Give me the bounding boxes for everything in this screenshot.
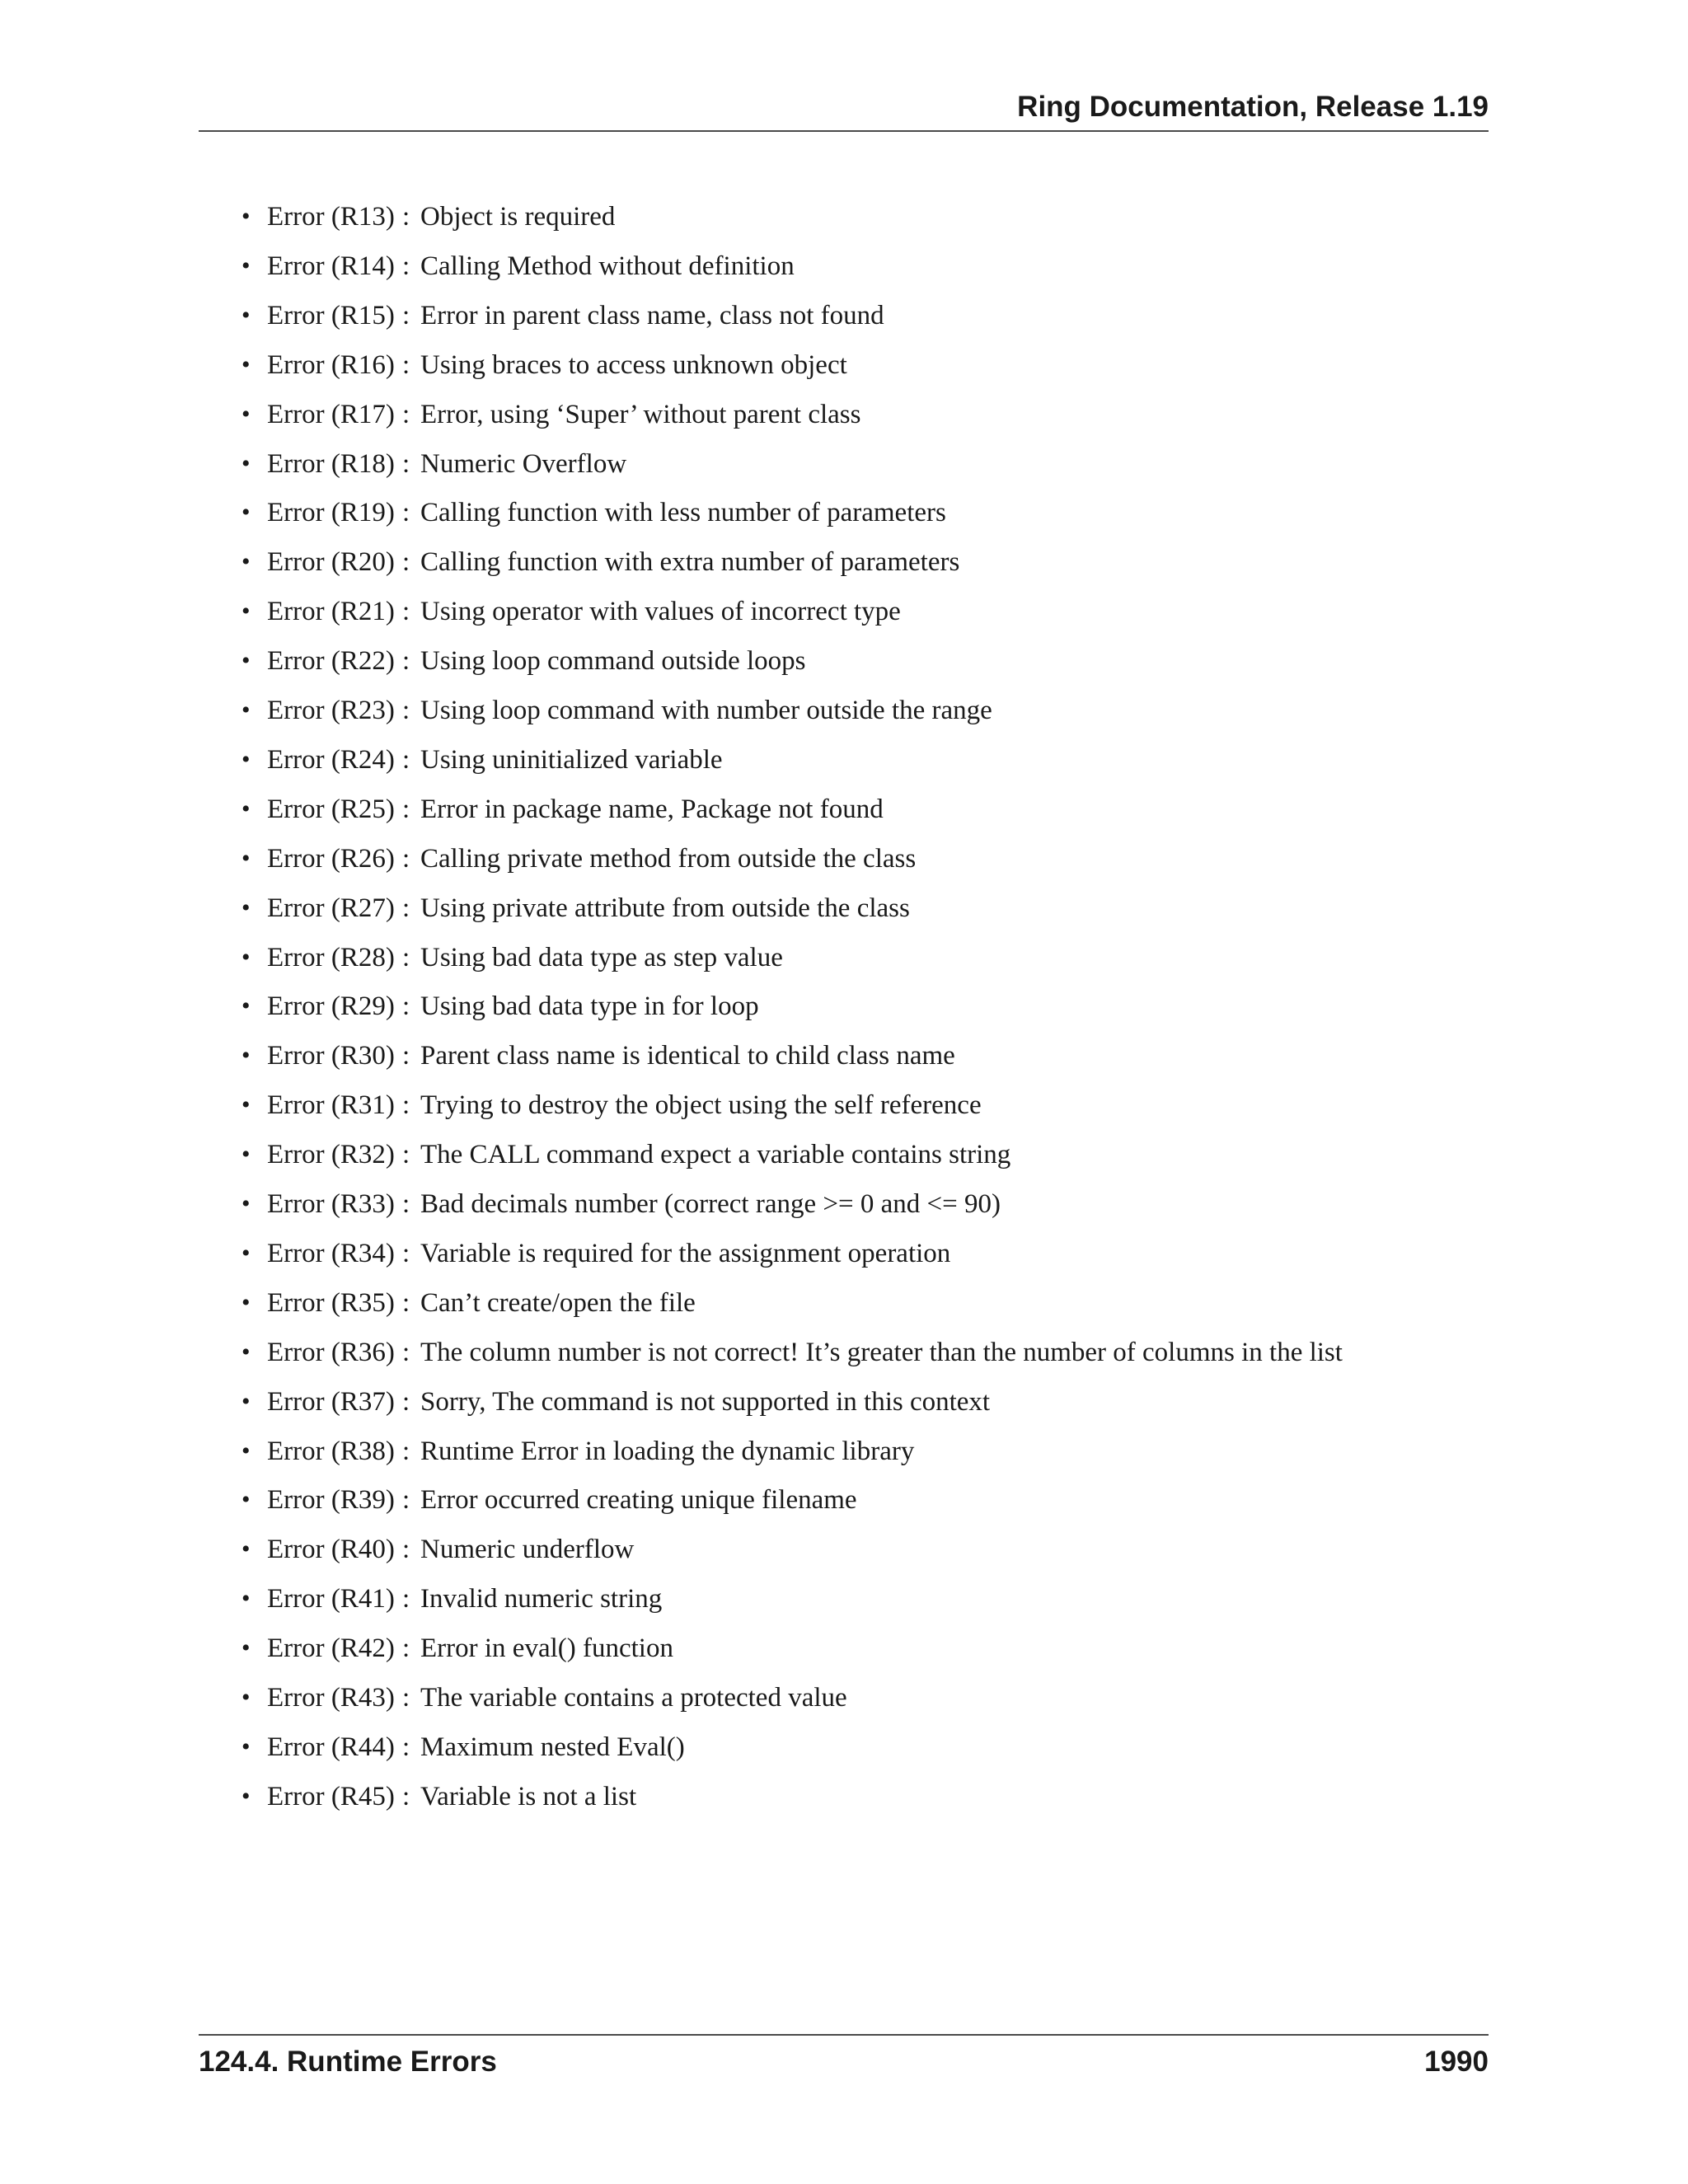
separator: : bbox=[402, 547, 410, 577]
bullet-icon: • bbox=[241, 1240, 251, 1267]
bullet-icon: • bbox=[241, 1535, 251, 1563]
bullet-icon: • bbox=[241, 1733, 251, 1760]
error-message: Using loop command outside loops bbox=[420, 646, 806, 676]
error-code: Error (R23) bbox=[267, 696, 395, 725]
bullet-icon: • bbox=[241, 746, 251, 773]
error-code: Error (R40) bbox=[267, 1535, 395, 1564]
bullet-icon: • bbox=[241, 1437, 251, 1465]
error-code: Error (R42) bbox=[267, 1633, 395, 1663]
document-title: Ring Documentation, Release 1.19 bbox=[1017, 91, 1489, 123]
error-message: Using loop command with number outside the range bbox=[420, 696, 992, 725]
bullet-icon: • bbox=[241, 992, 251, 1019]
section-title: 124.4. Runtime Errors bbox=[199, 2046, 497, 2078]
bullet-icon: • bbox=[241, 401, 251, 428]
bullet-icon: • bbox=[241, 1190, 251, 1217]
page-footer bbox=[199, 2034, 1489, 2082]
error-message: Numeric underflow bbox=[420, 1535, 635, 1564]
separator: : bbox=[402, 1090, 410, 1120]
error-code: Error (R22) bbox=[267, 646, 395, 676]
bullet-icon: • bbox=[241, 548, 251, 575]
separator: : bbox=[402, 1189, 410, 1219]
error-code: Error (R24) bbox=[267, 745, 395, 775]
separator: : bbox=[402, 1782, 410, 1811]
error-code: Error (R29) bbox=[267, 991, 395, 1021]
error-code: Error (R37) bbox=[267, 1387, 395, 1417]
error-message: Error, using ‘Super’ without parent class bbox=[420, 400, 861, 429]
error-message: Calling function with extra number of parameters bbox=[420, 547, 960, 577]
page-header bbox=[199, 91, 1489, 132]
error-message: Calling function with less number of parameters bbox=[420, 498, 946, 527]
error-message: Using operator with values of incorrect type bbox=[420, 597, 901, 626]
page-number: 1990 bbox=[1424, 2046, 1489, 2078]
bullet-icon: • bbox=[241, 450, 251, 477]
error-code: Error (R13) bbox=[267, 202, 395, 232]
error-message: Error occurred creating unique filename bbox=[420, 1485, 857, 1515]
bullet-icon: • bbox=[241, 1042, 251, 1069]
error-code: Error (R21) bbox=[267, 597, 395, 626]
error-message: The column number is not correct! It’s greater than the number of columns in the list bbox=[420, 1338, 1343, 1367]
separator: : bbox=[402, 1338, 410, 1367]
bullet-icon: • bbox=[241, 1289, 251, 1316]
error-message: Can’t create/open the file bbox=[420, 1288, 696, 1318]
bullet-icon: • bbox=[241, 1091, 251, 1118]
separator: : bbox=[402, 1732, 410, 1762]
separator: : bbox=[402, 646, 410, 676]
separator: : bbox=[402, 893, 410, 923]
bullet-icon: • bbox=[241, 351, 251, 378]
error-message: Runtime Error in loading the dynamic library bbox=[420, 1436, 915, 1466]
error-message: Maximum nested Eval() bbox=[420, 1732, 685, 1762]
error-message: Using bad data type as step value bbox=[420, 943, 783, 972]
separator: : bbox=[402, 350, 410, 380]
separator: : bbox=[402, 991, 410, 1021]
error-code: Error (R41) bbox=[267, 1584, 395, 1614]
separator: : bbox=[402, 202, 410, 232]
separator: : bbox=[402, 1584, 410, 1614]
separator: : bbox=[402, 1633, 410, 1663]
error-message: Using private attribute from outside the class bbox=[420, 893, 910, 923]
separator: : bbox=[402, 449, 410, 479]
error-code: Error (R20) bbox=[267, 547, 395, 577]
bullet-icon: • bbox=[241, 1338, 251, 1366]
bullet-icon: • bbox=[241, 1634, 251, 1661]
separator: : bbox=[402, 696, 410, 725]
separator: : bbox=[402, 943, 410, 972]
error-code: Error (R18) bbox=[267, 449, 395, 479]
separator: : bbox=[402, 1485, 410, 1515]
bullet-icon: • bbox=[241, 1783, 251, 1810]
bullet-icon: • bbox=[241, 845, 251, 872]
error-message: Sorry, The command is not supported in this context bbox=[420, 1387, 991, 1417]
separator: : bbox=[402, 1239, 410, 1268]
separator: : bbox=[402, 1140, 410, 1169]
error-message: The variable contains a protected value bbox=[420, 1683, 847, 1713]
bullet-icon: • bbox=[241, 1486, 251, 1513]
error-code: Error (R43) bbox=[267, 1683, 395, 1713]
error-code: Error (R27) bbox=[267, 893, 395, 923]
separator: : bbox=[402, 794, 410, 824]
bullet-icon: • bbox=[241, 795, 251, 823]
error-message: Using uninitialized variable bbox=[420, 745, 723, 775]
separator: : bbox=[402, 844, 410, 874]
error-message: Trying to destroy the object using the self reference bbox=[420, 1090, 982, 1120]
separator: : bbox=[402, 400, 410, 429]
bullet-icon: • bbox=[241, 302, 251, 329]
error-message: The CALL command expect a variable contains string bbox=[420, 1140, 1011, 1169]
separator: : bbox=[402, 1387, 410, 1417]
error-message: Variable is not a list bbox=[420, 1782, 637, 1811]
error-code: Error (R28) bbox=[267, 943, 395, 972]
error-code: Error (R35) bbox=[267, 1288, 395, 1318]
separator: : bbox=[402, 251, 410, 281]
separator: : bbox=[402, 1436, 410, 1466]
error-message: Parent class name is identical to child class name bbox=[420, 1041, 955, 1071]
separator: : bbox=[402, 301, 410, 330]
error-message: Invalid numeric string bbox=[420, 1584, 663, 1614]
error-message: Error in package name, Package not found bbox=[420, 794, 884, 824]
error-message: Using bad data type in for loop bbox=[420, 991, 759, 1021]
error-code: Error (R32) bbox=[267, 1140, 395, 1169]
error-code: Error (R38) bbox=[267, 1436, 395, 1466]
error-message: Variable is required for the assignment operation bbox=[420, 1239, 951, 1268]
error-message: Calling private method from outside the class bbox=[420, 844, 917, 874]
bullet-icon: • bbox=[241, 1388, 251, 1415]
error-message: Bad decimals number (correct range >= 0 and <= 90) bbox=[420, 1189, 1001, 1219]
error-code: Error (R30) bbox=[267, 1041, 395, 1071]
error-message: Numeric Overflow bbox=[420, 449, 627, 479]
bullet-icon: • bbox=[241, 696, 251, 724]
error-code: Error (R34) bbox=[267, 1239, 395, 1268]
error-code: Error (R19) bbox=[267, 498, 395, 527]
separator: : bbox=[402, 745, 410, 775]
bullet-icon: • bbox=[241, 598, 251, 625]
bullet-icon: • bbox=[241, 1585, 251, 1612]
error-code: Error (R14) bbox=[267, 251, 395, 281]
separator: : bbox=[402, 1535, 410, 1564]
separator: : bbox=[402, 1041, 410, 1071]
separator: : bbox=[402, 1683, 410, 1713]
bullet-icon: • bbox=[241, 894, 251, 921]
bullet-icon: • bbox=[241, 944, 251, 971]
error-message: Error in parent class name, class not found bbox=[420, 301, 884, 330]
bullet-icon: • bbox=[241, 1141, 251, 1168]
error-code: Error (R45) bbox=[267, 1782, 395, 1811]
separator: : bbox=[402, 597, 410, 626]
error-message: Using braces to access unknown object bbox=[420, 350, 847, 380]
bullet-icon: • bbox=[241, 1684, 251, 1711]
error-code: Error (R36) bbox=[267, 1338, 395, 1367]
error-message: Object is required bbox=[420, 202, 616, 232]
error-code: Error (R44) bbox=[267, 1732, 395, 1762]
error-code: Error (R39) bbox=[267, 1485, 395, 1515]
bullet-icon: • bbox=[241, 252, 251, 279]
error-code: Error (R16) bbox=[267, 350, 395, 380]
error-code: Error (R33) bbox=[267, 1189, 395, 1219]
error-message: Calling Method without definition bbox=[420, 251, 795, 281]
separator: : bbox=[402, 1288, 410, 1318]
bullet-icon: • bbox=[241, 499, 251, 526]
error-code: Error (R25) bbox=[267, 794, 395, 824]
error-code: Error (R17) bbox=[267, 400, 395, 429]
separator: : bbox=[402, 498, 410, 527]
bullet-icon: • bbox=[241, 647, 251, 674]
error-message: Error in eval() function bbox=[420, 1633, 673, 1663]
error-code: Error (R31) bbox=[267, 1090, 395, 1120]
bullet-icon: • bbox=[241, 203, 251, 230]
error-code: Error (R26) bbox=[267, 844, 395, 874]
error-code: Error (R15) bbox=[267, 301, 395, 330]
